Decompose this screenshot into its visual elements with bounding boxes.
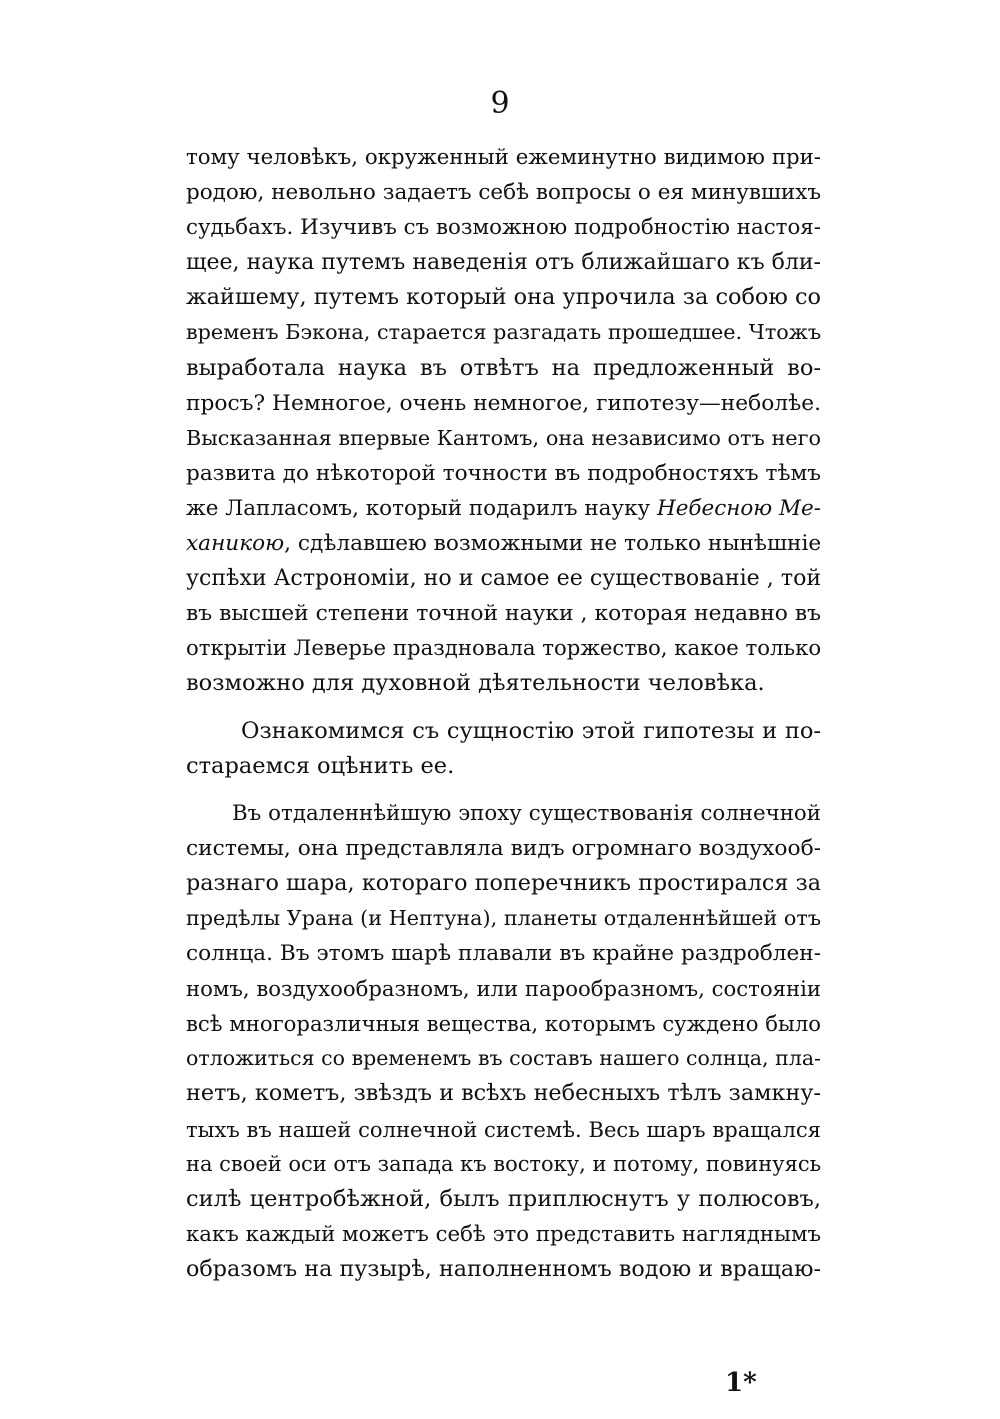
text-line: разнаго шара, котораго поперечникъ простирался за [186,869,821,896]
text-line: образомъ на пузырѣ, наполненномъ водою и вращаю- [186,1255,821,1282]
text-line: стараемся оцѣнить ее. [186,752,455,779]
text-line: тому человѣкъ, окруженный ежеминутно видимою при- [186,145,821,170]
text-line: въ высшей степени точной науки , которая недавно въ [186,601,821,627]
text-line: тыхъ въ нашей солнечной системѣ. Весь шаръ вращался [186,1116,821,1142]
text-line: развита до нѣкоторой точности въ подробностяхъ тѣмъ [186,460,821,486]
text-line: щее, наука путемъ наведенія отъ ближайшаго къ бли- [186,250,821,276]
text-line: номъ, воздухообразномъ, или парообразномъ, состояніи [186,976,821,1002]
text-line: на своей оси отъ запада къ востоку, и потому, повинуясь [186,1151,821,1176]
text-line: Ознакомимся съ сущностію этой гипотезы и по- [241,717,821,744]
text-line: всѣ многоразличныя вещества, которымъ суждено было [186,1011,821,1037]
paragraph-2 [186,714,821,784]
text-line: предѣлы Урана (и Нептуна), планеты отдаленнѣйшей отъ [186,905,821,930]
text-line [186,526,821,561]
text-line: отложиться со временемъ въ составъ нашего солнца, пла- [186,1046,821,1071]
text-fragment: , сдѣлавшею возможными не только нынѣшніе [284,531,822,557]
text-line: Въ отдаленнѣйшую эпоху существованія солнечной [232,800,821,826]
text-line: успѣхи Астрономіи, но и самое ее существованіе , той [186,565,822,592]
text-line: какъ каждый можетъ себѣ это представить нагляднымъ [186,1221,821,1247]
paragraph-3 [186,796,821,1287]
text-line: возможно для духовной дѣятельности человѣка. [186,670,765,697]
paragraph-1 [186,140,821,702]
text-line: выработала наука въ отвѣтъ на предложенный во- [186,354,821,381]
text-fragment: же Лапласомъ, который подарилъ науку [186,495,657,521]
signature-mark: 1* [725,1368,757,1398]
text-line: системы, она представляла видъ огромнаго воздухооб- [186,835,821,861]
text-line: жайшему, путемъ который она упрочила за собою со [186,284,821,311]
text-line: временъ Бэкона, старается разгадать прошедшее. Чтожъ [186,320,821,345]
text-line: нетъ, кометъ, звѣздъ и всѣхъ небесныхъ тѣлъ замкну- [186,1080,821,1107]
text-line [186,491,821,526]
italic-title-fragment: Небесною Ме- [656,495,821,521]
text-line: открытіи Леверье праздновала торжество, какое только [186,636,822,662]
page-number: 9 [490,86,510,121]
text-line: Высказанная впервые Кантомъ, она независимо отъ него [186,425,821,450]
text-line: родою, невольно задаетъ себѣ вопросы о ея минувшихъ [186,180,821,206]
text-line: силѣ центробѣжной, былъ приплюснутъ у полюсовъ, [186,1185,821,1212]
body-text [186,140,821,1287]
text-line: солнца. Въ этомъ шарѣ плавали въ крайне раздроблен- [186,941,821,967]
text-line: судьбахъ. Изучивъ съ возможною подробностію настоя- [186,215,821,241]
italic-title-fragment: ханикою [186,531,285,557]
text-line: просъ? Немногое, очень немногое, гипотезу—неболѣе. [186,390,821,416]
